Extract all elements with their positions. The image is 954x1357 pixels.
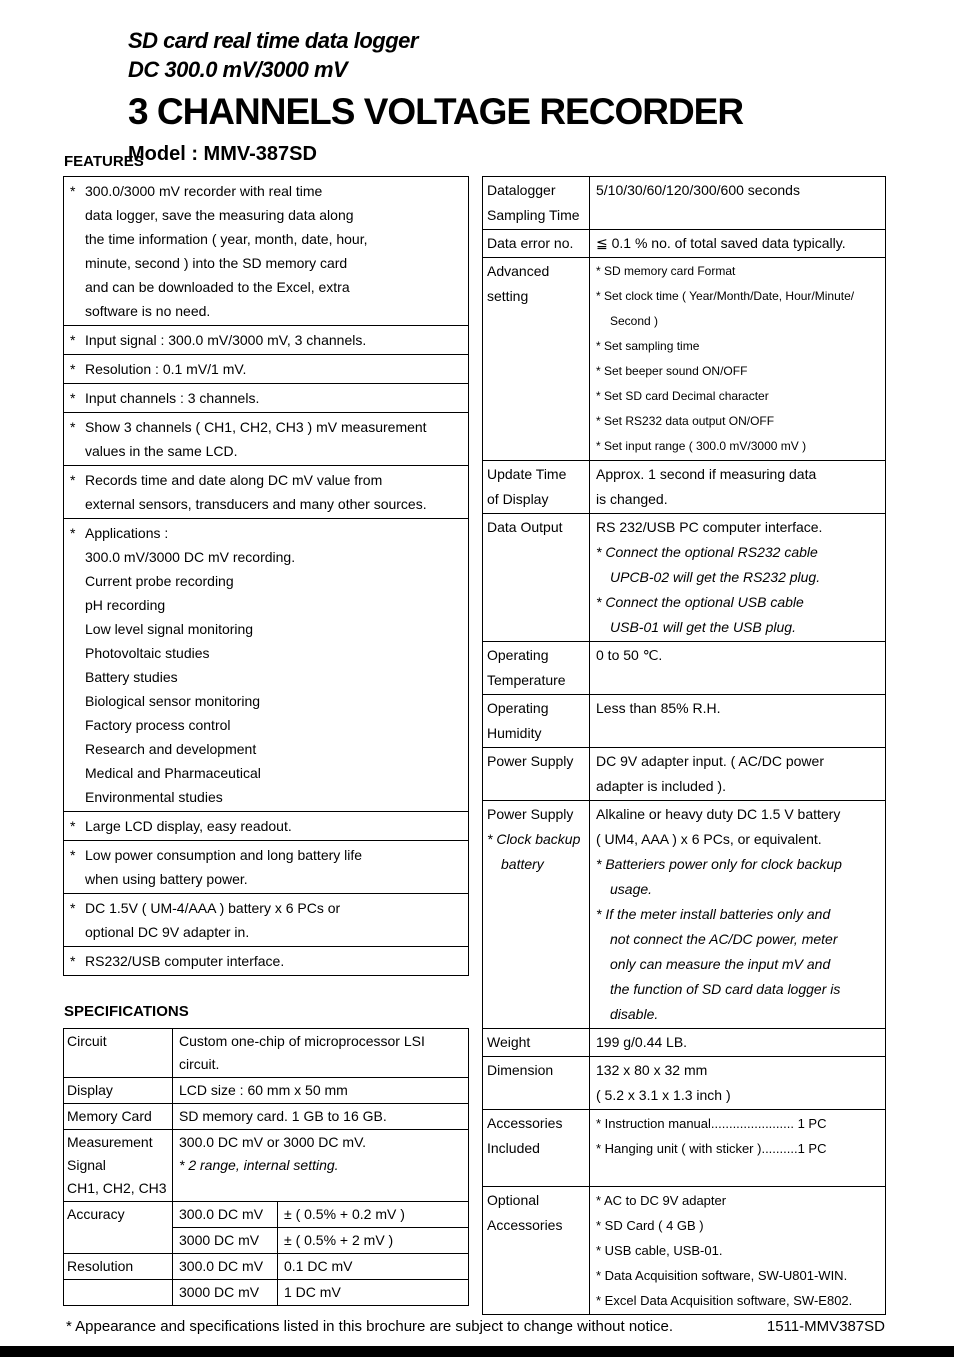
- spec-label-line: Measurement: [67, 1134, 153, 1150]
- feature-text-line: Applications :: [85, 525, 169, 541]
- feature-bullet: *: [70, 390, 76, 406]
- spec-range: [173, 1279, 278, 1305]
- spec-label-line: Accessories: [487, 1217, 563, 1233]
- spec-value-line: * 2 range, internal setting.: [179, 1157, 339, 1173]
- spec-value: [590, 177, 885, 229]
- spec-label-line: Advanced: [487, 263, 550, 279]
- bottom-black-bar: [0, 1346, 954, 1357]
- spec-label: [64, 1279, 173, 1305]
- specifications-table-left: [63, 1028, 469, 1306]
- spec-label-line: Circuit: [67, 1033, 107, 1049]
- feature-bullet: *: [70, 361, 76, 377]
- spec-value-line: * Data Acquisition software, SW-U801-WIN.: [596, 1268, 848, 1283]
- spec-value: [590, 461, 885, 513]
- spec-value-line: * SD memory card Format: [596, 264, 736, 278]
- spec-value: [590, 1187, 885, 1314]
- spec-range: [173, 1253, 278, 1279]
- resolution-row: [64, 1253, 468, 1279]
- feature-text-line: the time information ( year, month, date, hour,: [85, 231, 368, 247]
- spec-value-line: * Set SD card Decimal character: [596, 389, 769, 403]
- spec-label: [64, 1227, 173, 1253]
- spec-value-line: * SD Card ( 4 GB ): [596, 1218, 704, 1233]
- spec-label-line: Data error no.: [487, 235, 574, 251]
- model-number: Model : MMV-387SD: [128, 143, 317, 165]
- spec-range-line: 3000 DC mV: [179, 1284, 260, 1300]
- accuracy-row: [64, 1201, 468, 1227]
- feature-item: [64, 812, 468, 841]
- spec-range-line: 300.0 DC mV: [179, 1258, 264, 1274]
- datalogger-sampling-time-row: [483, 177, 885, 230]
- specifications-heading: SPECIFICATIONS: [64, 1003, 189, 1020]
- feature-item: [64, 519, 468, 812]
- spec-value-line: * USB cable, USB-01.: [596, 1243, 723, 1258]
- feature-item: [64, 466, 468, 519]
- spec-label-line: Power Supply: [487, 753, 574, 769]
- spec-value-line: * Set sampling time: [596, 339, 700, 353]
- display-row: [64, 1077, 468, 1103]
- feature-text-line: data logger, save the measuring data along: [85, 207, 354, 223]
- spec-label-line: Temperature: [487, 672, 566, 688]
- spec-value-line: Approx. 1 second if measuring data: [596, 466, 817, 482]
- spec-value: [590, 230, 885, 257]
- spec-value-line: 300.0 DC mV or 3000 DC mV.: [179, 1134, 367, 1150]
- memory-card-row: [64, 1103, 468, 1129]
- spec-label-line: setting: [487, 288, 529, 304]
- feature-text-line: Current probe recording: [85, 573, 234, 589]
- spec-label: [483, 230, 590, 257]
- spec-label: [483, 1110, 590, 1186]
- data-error-no-row: [483, 230, 885, 258]
- spec-label-line: Datalogger: [487, 182, 556, 198]
- spec-label-line: Operating: [487, 700, 549, 716]
- spec-label: [483, 748, 590, 800]
- feature-bullet: *: [70, 332, 76, 348]
- spec-value: [278, 1253, 468, 1279]
- spec-range-line: 3000 DC mV: [179, 1232, 260, 1248]
- spec-value: [590, 258, 885, 460]
- feature-text-line: software is no need.: [85, 303, 211, 319]
- spec-value: [590, 748, 885, 800]
- feature-bullet: *: [70, 818, 76, 834]
- spec-label-line: Operating: [487, 647, 549, 663]
- feature-text-line: 300.0/3000 mV recorder with real time: [85, 183, 323, 199]
- feature-text-line: Low power consumption and long battery life: [85, 847, 363, 863]
- spec-value: [590, 642, 885, 694]
- spec-value-line: USB-01 will get the USB plug.: [610, 619, 796, 635]
- spec-label-line: Memory Card: [67, 1108, 152, 1124]
- spec-value-line: usage.: [610, 881, 653, 897]
- spec-value-line: LCD size : 60 mm x 50 mm: [179, 1082, 348, 1098]
- spec-value: [173, 1029, 468, 1077]
- spec-value-line: * Set RS232 data output ON/OFF: [596, 414, 775, 428]
- spec-value-line: * Hanging unit ( with sticker )..........1 PC: [596, 1141, 827, 1156]
- power-supply-clock-backup-battery-row: [483, 801, 885, 1029]
- spec-value-line: DC 9V adapter input. ( AC/DC power: [596, 753, 824, 769]
- spec-value-line: * Excel Data Acquisition software, SW-E802.: [596, 1293, 853, 1308]
- feature-text-line: 300.0 mV/3000 DC mV recording.: [85, 549, 296, 565]
- optional-accessories-row: [483, 1187, 885, 1314]
- footer-document-code: 1511-MMV387SD: [766, 1318, 885, 1335]
- spec-value-line: Less than 85% R.H.: [596, 700, 721, 716]
- feature-text-line: Resolution : 0.1 mV/1 mV.: [85, 361, 247, 377]
- spec-value-line: not connect the AC/DC power, meter: [610, 931, 838, 947]
- features-table: [63, 176, 469, 976]
- spec-label-line: Included: [487, 1140, 540, 1156]
- spec-value: [590, 514, 885, 641]
- features-heading: FEATURES: [64, 153, 144, 170]
- spec-value-line: SD memory card. 1 GB to 16 GB.: [179, 1108, 387, 1124]
- spec-range: [173, 1227, 278, 1253]
- tagline-line-2: DC 300.0 mV/3000 mV: [128, 57, 348, 82]
- spec-label-line: of Display: [487, 491, 549, 507]
- spec-value-line: * Connect the optional RS232 cable: [596, 544, 818, 560]
- spec-label: [64, 1201, 173, 1227]
- spec-label-line: Update Time: [487, 466, 567, 482]
- feature-text-line: Environmental studies: [85, 789, 223, 805]
- weight-row: [483, 1029, 885, 1057]
- dimension-row: [483, 1057, 885, 1110]
- spec-label: [64, 1129, 173, 1201]
- feature-text-line: Battery studies: [85, 669, 178, 685]
- spec-label-line: Power Supply: [487, 806, 574, 822]
- spec-label: [483, 258, 590, 460]
- feature-text-line: RS232/USB computer interface.: [85, 953, 285, 969]
- spec-value-line: adapter is included ).: [596, 778, 726, 794]
- specifications-table-right: [482, 176, 886, 1315]
- feature-text-line: Photovoltaic studies: [85, 645, 210, 661]
- spec-label-line: Display: [67, 1082, 113, 1098]
- spec-value: [173, 1129, 468, 1201]
- spec-label: [483, 1029, 590, 1056]
- feature-text-line: Input signal : 300.0 mV/3000 mV, 3 channels.: [85, 332, 367, 348]
- range-row: [64, 1227, 468, 1253]
- page-title: 3 CHANNELS VOLTAGE RECORDER: [128, 91, 744, 132]
- operating-temperature-row: [483, 642, 885, 695]
- feature-text-line: Factory process control: [85, 717, 231, 733]
- spec-value-line: ± ( 0.5% + 2 mV ): [284, 1232, 394, 1248]
- spec-label-line: Weight: [487, 1034, 531, 1050]
- spec-value: [173, 1103, 468, 1129]
- spec-value: [590, 695, 885, 747]
- feature-text-line: Research and development: [85, 741, 257, 757]
- feature-text-line: Records time and date along DC mV value from: [85, 472, 383, 488]
- spec-value-line: * AC to DC 9V adapter: [596, 1193, 727, 1208]
- spec-value: [278, 1227, 468, 1253]
- spec-label: [64, 1253, 173, 1279]
- spec-label: [64, 1029, 173, 1077]
- spec-label: [483, 177, 590, 229]
- spec-label-line: Accuracy: [67, 1206, 125, 1222]
- operating-humidity-row: [483, 695, 885, 748]
- footer: [66, 1318, 885, 1335]
- spec-value-line: ± ( 0.5% + 0.2 mV ): [284, 1206, 405, 1222]
- spec-label-line: Dimension: [487, 1062, 554, 1078]
- spec-label: [483, 695, 590, 747]
- spec-value-line: Custom one-chip of microprocessor LSI: [179, 1033, 425, 1049]
- tagline-line-1: SD card real time data logger: [128, 28, 418, 53]
- spec-value: [173, 1077, 468, 1103]
- spec-value: [590, 1110, 885, 1186]
- spec-value-line: * Instruction manual....................... 1 PC: [596, 1116, 827, 1131]
- feature-text-line: minute, second ) into the SD memory card: [85, 255, 348, 271]
- spec-value: [590, 1029, 885, 1056]
- data-output-row: [483, 514, 885, 642]
- feature-text-line: optional DC 9V adapter in.: [85, 924, 250, 940]
- feature-item: [64, 355, 468, 384]
- spec-value-line: the function of SD card data logger is: [610, 981, 841, 997]
- spec-label: [483, 1187, 590, 1314]
- footer-note: * Appearance and specifications listed in this brochure are subject to change without notice.: [66, 1318, 674, 1335]
- feature-item: [64, 841, 468, 894]
- spec-label-line: Data Output: [487, 519, 563, 535]
- feature-bullet: *: [70, 183, 76, 199]
- spec-value-line: RS 232/USB PC computer interface.: [596, 519, 823, 535]
- spec-value-line: 0.1 DC mV: [284, 1258, 353, 1274]
- spec-value-line: * Set input range ( 300.0 mV/3000 mV ): [596, 439, 807, 453]
- spec-value-line: * If the meter install batteries only and: [596, 906, 831, 922]
- feature-bullet: *: [70, 472, 76, 488]
- spec-value-line: 199 g/0.44 LB.: [596, 1034, 688, 1050]
- spec-label: [483, 801, 590, 1028]
- spec-value: [278, 1279, 468, 1305]
- spec-label-line: Humidity: [487, 725, 542, 741]
- spec-label: [483, 1057, 590, 1109]
- spec-value-line: 5/10/30/60/120/300/600 seconds: [596, 182, 800, 198]
- spec-label: [483, 461, 590, 513]
- feature-text-line: values in the same LCD.: [85, 443, 238, 459]
- feature-item: [64, 326, 468, 355]
- feature-text-line: Medical and Pharmaceutical: [85, 765, 261, 781]
- feature-bullet: *: [70, 953, 76, 969]
- spec-value-line: * Batteriers power only for clock backup: [596, 856, 842, 872]
- feature-bullet: *: [70, 525, 76, 541]
- spec-label-line: Accessories: [487, 1115, 563, 1131]
- feature-text-line: when using battery power.: [85, 871, 248, 887]
- feature-item: [64, 384, 468, 413]
- feature-text-line: Biological sensor monitoring: [85, 693, 261, 709]
- spec-value: [278, 1201, 468, 1227]
- spec-value-line: * Connect the optional USB cable: [596, 594, 804, 610]
- spec-label-line: Resolution: [67, 1258, 134, 1274]
- feature-bullet: *: [70, 847, 76, 863]
- feature-text-line: external sensors, transducers and many other sources.: [85, 496, 427, 512]
- update-time-of-display-row: [483, 461, 885, 514]
- feature-text-line: pH recording: [85, 597, 166, 613]
- spec-value-line: Alkaline or heavy duty DC 1.5 V battery: [596, 806, 841, 822]
- spec-value-line: UPCB-02 will get the RS232 plug.: [610, 569, 821, 585]
- spec-label-line: CH1, CH2, CH3: [67, 1180, 167, 1196]
- spec-label: [483, 514, 590, 641]
- measurement-row: [64, 1129, 468, 1201]
- feature-text-line: and can be downloaded to the Excel, extra: [85, 279, 350, 295]
- spec-value-line: 0 to 50 ℃.: [596, 647, 663, 663]
- spec-label-line: battery: [501, 856, 544, 872]
- spec-value-line: * Set beeper sound ON/OFF: [596, 364, 748, 378]
- spec-value-line: 1 DC mV: [284, 1284, 341, 1300]
- spec-value: [590, 1057, 885, 1109]
- spec-value-line: 132 x 80 x 32 mm: [596, 1062, 708, 1078]
- range-row: [64, 1279, 468, 1305]
- spec-label-line: * Clock backup: [487, 831, 581, 847]
- spec-value-line: * Set clock time ( Year/Month/Date, Hour/Minute/: [596, 289, 855, 303]
- feature-text-line: Input channels : 3 channels.: [85, 390, 260, 406]
- feature-text-line: Low level signal monitoring: [85, 621, 254, 637]
- spec-value-line: disable.: [610, 1006, 659, 1022]
- power-supply-row: [483, 748, 885, 801]
- spec-label-line: Signal: [67, 1157, 106, 1173]
- spec-range: [173, 1201, 278, 1227]
- spec-value-line: only can measure the input mV and: [610, 956, 831, 972]
- feature-text-line: Show 3 channels ( CH1, CH2, CH3 ) mV measurement: [85, 419, 427, 435]
- circuit-row: [64, 1029, 468, 1077]
- spec-value-line: circuit.: [179, 1056, 220, 1072]
- feature-item: [64, 947, 468, 975]
- spec-value-line: ( 5.2 x 3.1 x 1.3 inch ): [596, 1087, 731, 1103]
- document-header: [128, 26, 743, 166]
- feature-item: [64, 413, 468, 466]
- feature-bullet: *: [70, 419, 76, 435]
- feature-text-line: DC 1.5V ( UM-4/AAA ) battery x 6 PCs or: [85, 900, 341, 916]
- feature-item: [64, 894, 468, 947]
- spec-value-line: is changed.: [596, 491, 668, 507]
- feature-text-line: Large LCD display, easy readout.: [85, 818, 292, 834]
- feature-item: [64, 177, 468, 326]
- spec-label: [483, 642, 590, 694]
- advanced-setting-row: [483, 258, 885, 461]
- spec-label: [64, 1103, 173, 1129]
- spec-range-line: 300.0 DC mV: [179, 1206, 264, 1222]
- spec-label-line: Optional: [487, 1192, 540, 1208]
- spec-label: [64, 1077, 173, 1103]
- feature-bullet: *: [70, 900, 76, 916]
- spec-value: [590, 801, 885, 1028]
- spec-value-line: ( UM4, AAA ) x 6 PCs, or equivalent.: [596, 831, 822, 847]
- spec-value-line: Second ): [610, 314, 659, 328]
- spec-label-line: Sampling Time: [487, 207, 580, 223]
- accessories-included-row: [483, 1110, 885, 1187]
- spec-value-line: ≦ 0.1 % no. of total saved data typically.: [596, 235, 846, 251]
